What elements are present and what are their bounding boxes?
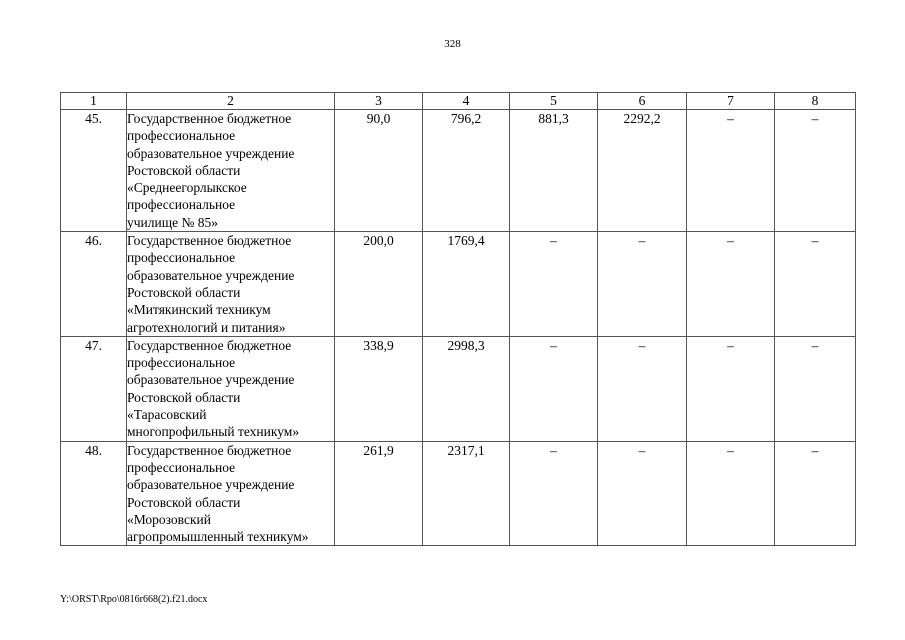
name-line: профессиональное (127, 197, 236, 213)
name-line: профессиональное (127, 128, 236, 144)
cell-col-3: 90,0 (335, 110, 423, 232)
header-col-4: 4 (423, 93, 510, 110)
name-line: Государственное бюджетное (127, 233, 292, 249)
row-number: 46. (61, 232, 127, 337)
name-line: Ростовской области (127, 389, 241, 405)
cell-col-6: – (598, 441, 687, 546)
name-line: агропромышленный техникум» (127, 529, 309, 545)
cell-col-4: 796,2 (423, 110, 510, 232)
header-col-5: 5 (510, 93, 598, 110)
cell-col-4: 1769,4 (423, 232, 510, 337)
name-line: профессиональное (127, 459, 236, 475)
cell-col-3: 200,0 (335, 232, 423, 337)
header-col-8: 8 (775, 93, 856, 110)
name-line: училище № 85» (127, 214, 218, 230)
row-number: 47. (61, 336, 127, 441)
cell-col-7: – (687, 110, 775, 232)
cell-col-5: – (510, 336, 598, 441)
name-line: многопрофильный техникум» (127, 424, 300, 440)
header-col-7: 7 (687, 93, 775, 110)
name-line: профессиональное (127, 355, 236, 371)
name-line: Ростовской области (127, 162, 241, 178)
cell-col-8: – (775, 441, 856, 546)
cell-col-5: – (510, 232, 598, 337)
table-row (61, 441, 856, 546)
table-header-row (61, 93, 856, 110)
cell-col-5: 881,3 (510, 110, 598, 232)
cell-col-7: – (687, 336, 775, 441)
name-line: «Морозовский (127, 511, 211, 527)
cell-col-4: 2317,1 (423, 441, 510, 546)
cell-col-3: 338,9 (335, 336, 423, 441)
cell-col-5: – (510, 441, 598, 546)
header-col-3: 3 (335, 93, 423, 110)
cell-col-6: – (598, 336, 687, 441)
header-col-2: 2 (127, 93, 335, 110)
cell-col-8: – (775, 232, 856, 337)
cell-col-3: 261,9 (335, 441, 423, 546)
table-row (61, 336, 856, 441)
name-line: «Среднеегорлыкское (127, 180, 247, 196)
institution-name (127, 232, 335, 337)
name-line: образовательное учреждение (127, 477, 295, 493)
name-line: Государственное бюджетное (127, 337, 292, 353)
institution-name (127, 110, 335, 232)
data-table (60, 92, 856, 546)
header-col-6: 6 (598, 93, 687, 110)
cell-col-7: – (687, 441, 775, 546)
name-line: образовательное учреждение (127, 267, 295, 283)
name-line: агротехнологий и питания» (127, 319, 286, 335)
cell-col-8: – (775, 336, 856, 441)
name-line: Ростовской области (127, 284, 241, 300)
row-number: 48. (61, 441, 127, 546)
name-line: профессиональное (127, 250, 236, 266)
name-line: Государственное бюджетное (127, 111, 292, 126)
page-number: 328 (444, 38, 461, 50)
cell-col-6: – (598, 232, 687, 337)
cell-col-6: 2292,2 (598, 110, 687, 232)
name-line: «Митякинский техникум (127, 302, 271, 318)
name-line: образовательное учреждение (127, 372, 295, 388)
name-line: образовательное учреждение (127, 145, 295, 161)
institution-name (127, 441, 335, 546)
table-row (61, 232, 856, 337)
table-row (61, 110, 856, 232)
file-path-footer: Y:\ORST\Rpo\0816r668(2).f21.docx (60, 594, 208, 605)
name-line: Ростовской области (127, 494, 241, 510)
cell-col-4: 2998,3 (423, 336, 510, 441)
name-line: «Тарасовский (127, 407, 207, 423)
name-line: Государственное бюджетное (127, 442, 292, 458)
row-number: 45. (61, 110, 127, 232)
institution-name (127, 336, 335, 441)
cell-col-7: – (687, 232, 775, 337)
header-col-1: 1 (61, 93, 127, 110)
cell-col-8: – (775, 110, 856, 232)
